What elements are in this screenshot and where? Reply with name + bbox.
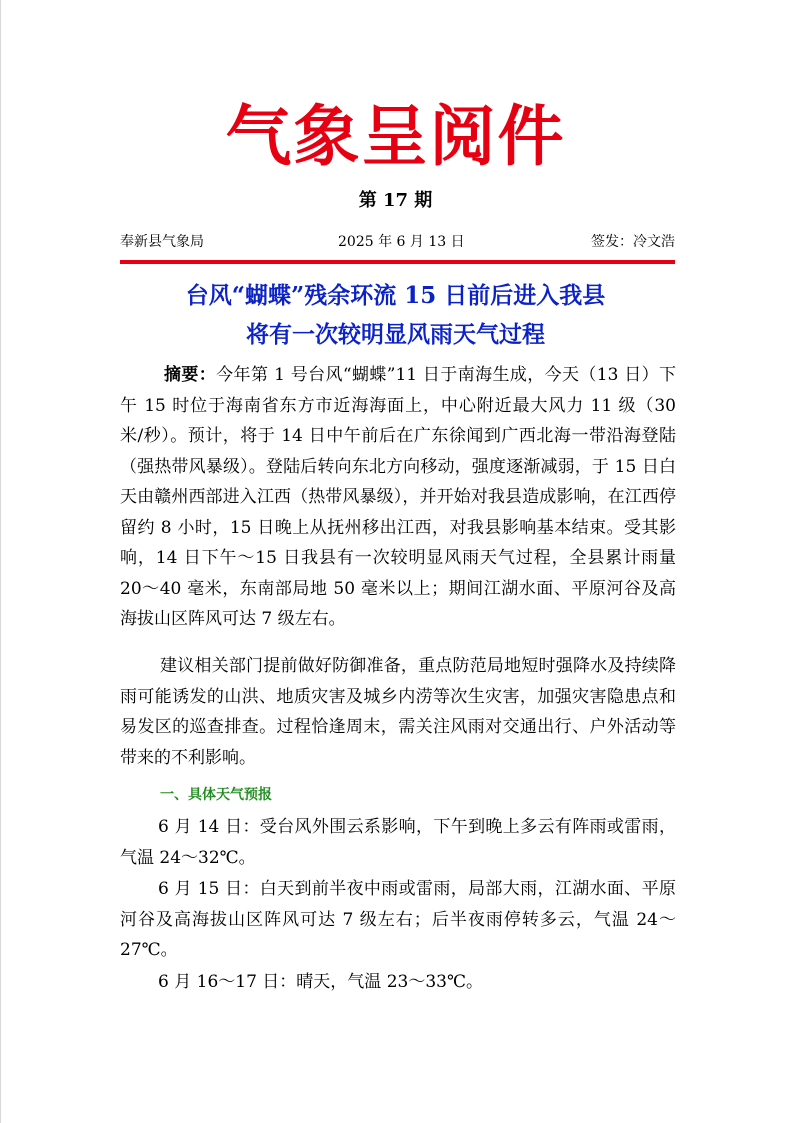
headline-line-2: 将有一次较明显风雨天气过程 [246,321,545,348]
summary-label: 摘要： [164,365,217,385]
summary-paragraph [120,360,676,635]
advice-paragraph: 建议相关部门提前做好防御准备，重点防范局地短时强降水及持续降雨可能诱发的山洪、地质灾害及城乡内涝等次生灾害，加强灾害隐患点和易发区的巡查排查。过程恰逢周末，需关注风雨对交通出行、户外活动等带来的不利影响。 [120,656,676,768]
summary-text: 今年第 1 号台风“蝴蝶”11 日于南海生成，今天（13 日）下午 15 时位于海南省东方市近海海面上，中心附近最大风力 11 级（30 米/秒）。预计，将于 14 日中午前后在广东徐闻到广西北海一带沿海登陆（强热带风暴级）。登陆后转向东北方向移动，强度逐渐减弱，于 15 日白天由赣州西部进入江西（热带风暴级），并开始对我县造成影响，在江西停留约 8 小时，15 日晚上从抚州移出江西，对我县影响基本结束。受其影响，14 日下午～15 日我县有一次较明显风雨天气过程，全县累计雨量 20～40 毫米，东南部局地 50 毫米以上；期间江湖水面、平原河谷及高海拔山区阵风可达 7 级左右。 [120,365,676,629]
forecast-day-2: 6 月 15 日：白天到前半夜中雨或雷雨，局部大雨，江湖水面、平原河谷及高海拔山区阵风可达 7 级左右；后半夜雨停转多云，气温 24～27℃。 [120,879,676,960]
forecast-day-3: 6 月 16～17 日：晴天，气温 23～33℃。 [158,972,483,992]
masthead-title: 气象呈阅件 [225,97,566,175]
forecast-day-1: 6 月 14 日：受台风外围云系影响，下午到晚上多云有阵雨或雷雨，气温 24～32℃。 [120,817,676,868]
section-heading: 一、具体天气预报 [160,787,272,803]
signer: 签发：冷文浩 [591,234,675,250]
red-divider [120,260,675,264]
headline-line-1: 台风“蝴蝶”残余环流 15 日前后进入我县 [185,282,606,309]
issuing-organization: 奉新县气象局 [120,234,204,250]
issue-date: 2025 年 6 月 13 日 [338,234,465,250]
issue-number: 第 17 期 [358,190,433,211]
meta-row [120,232,675,252]
